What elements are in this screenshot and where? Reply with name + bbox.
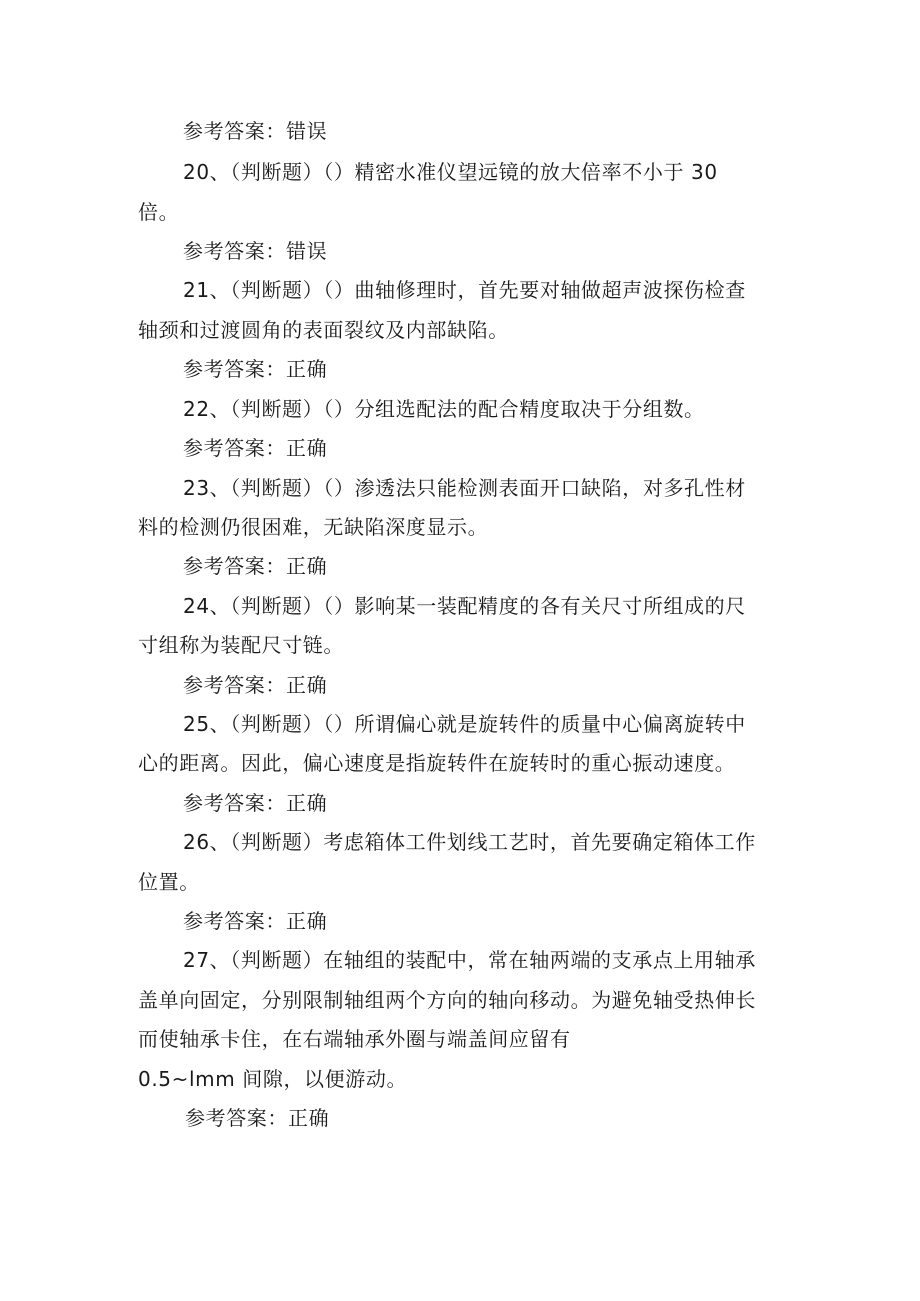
question-27-line-3: 而使轴承卡住，在右端轴承外圈与端盖间应留有	[138, 1027, 571, 1051]
question-25-line-2: 心的距离。因此，偏心速度是指旋转件在旋转时的重心振动速度。	[138, 751, 736, 775]
question-27-line-1: 27、（判断题）在轴组的装配中，常在轴两端的支承点上用轴承	[183, 948, 756, 972]
answer-21: 参考答案：正确	[183, 357, 328, 381]
question-24-line-2: 寸组称为装配尺寸链。	[138, 633, 344, 657]
answer-19: 参考答案：错误	[183, 119, 328, 143]
question-23-line-1: 23、（判断题）（）渗透法只能检测表面开口缺陷，对多孔性材	[183, 476, 746, 500]
question-27-line-4: 0.5~lmm 间隙，以便游动。	[138, 1067, 408, 1091]
question-20-line-2: 倍。	[138, 200, 180, 224]
answer-20: 参考答案：错误	[183, 239, 328, 263]
question-26-line-2: 位置。	[138, 870, 200, 894]
question-25-line-1: 25、（判断题）（）所谓偏心就是旋转件的质量中心偏离旋转中	[183, 712, 746, 736]
question-20-line-1: 20、（判断题）（）精密水准仪望远镜的放大倍率不小于 30	[183, 160, 718, 184]
answer-26: 参考答案：正确	[183, 909, 328, 933]
question-24-line-1: 24、（判断题）（）影响某一装配精度的各有关尺寸所组成的尺	[183, 594, 746, 618]
answer-24: 参考答案：正确	[183, 673, 328, 697]
question-23-line-2: 料的检测仍很困难，无缺陷深度显示。	[138, 515, 489, 539]
answer-25: 参考答案：正确	[183, 791, 328, 815]
question-26-line-1: 26、（判断题）考虑箱体工件划线工艺时，首先要确定箱体工作	[183, 830, 756, 854]
question-21-line-2: 轴颈和过渡圆角的表面裂纹及内部缺陷。	[138, 318, 509, 342]
answer-27: 参考答案：正确	[185, 1106, 330, 1130]
question-21-line-1: 21、（判断题）（）曲轴修理时，首先要对轴做超声波探伤检查	[183, 278, 746, 302]
question-22: 22、（判断题）（）分组选配法的配合精度取决于分组数。	[183, 397, 705, 421]
answer-22: 参考答案：正确	[183, 436, 328, 460]
question-27-line-2: 盖单向固定，分别限制轴组两个方向的轴向移动。为避免轴受热伸长	[138, 988, 756, 1012]
answer-23: 参考答案：正确	[183, 554, 328, 578]
